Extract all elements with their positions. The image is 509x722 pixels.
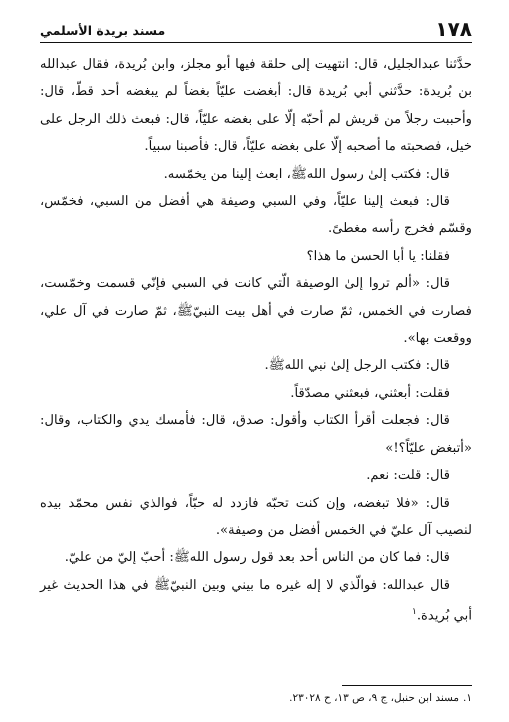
page-number: ١٧٨ [435, 17, 472, 41]
paragraph-text: قال: قلت: نعم. [366, 468, 450, 484]
footnote [40, 690, 472, 706]
paragraph [40, 243, 472, 270]
paragraph-text: فقلت: أبعثني، فبعثني مصدّقاً. [290, 385, 450, 401]
footnote-divider [342, 685, 472, 686]
paragraph [40, 490, 472, 545]
main-text [40, 51, 472, 630]
book-page [40, 18, 472, 708]
paragraph-text: قال: فكتب الرجل إلىٰ نبي اللهﷺ. [264, 358, 450, 374]
paragraph [40, 188, 472, 243]
page-header [40, 18, 472, 43]
paragraph-text: قال: «ألم تروا إلىٰ الوصيفة الّتي كانت في السبي فإنّي قسمت وخمّست، فصارت في الخمس، ثمّ صارت في أهل بيت النبيّﷺ، ثمّ صارت في آل علي، ووقعت بها». [40, 276, 472, 347]
footnote-number: ١. [463, 692, 472, 704]
paragraph-text: قال: فما كان من الناس أحد بعد قول رسول اللهﷺ: أحبّ إليّ من عليّ. [64, 550, 450, 566]
paragraph [40, 407, 472, 462]
paragraph [40, 161, 472, 188]
footnote-marker[interactable]: ١ [411, 607, 417, 618]
paragraph [40, 544, 472, 571]
paragraph-text: قال: «فلا تبغضه، وإن كنت تحبّه فازدد له حبّاً، فوالذي نفس محمّد بيده لنصيب آل عليّ في الخمس أفضل من وصيفة». [40, 495, 472, 538]
paragraph-text: قال: فكتب إلىٰ رسول اللهﷺ، ابعث إلينا من يخمّسه. [163, 166, 450, 182]
paragraph-text: فقلنا: يا أبا الحسن ما هذا؟ [306, 248, 450, 264]
footnote-text: مسند ابن حنبل، ج ٩، ص ١٣، ح ٢٣٠٢٨. [289, 692, 460, 704]
paragraph [40, 572, 472, 630]
paragraph [40, 352, 472, 379]
paragraph-text: قال: فبعث إلينا عليّاً، وفي السبي وصيفة هي أفضل من السبي، فخمّس، وقسّم فخرج رأسه مغطىً. [40, 194, 472, 237]
running-title: مسند بريدة الأسلمي [40, 23, 166, 38]
paragraph-text: حدَّثنا عبدالجليل، قال: انتهيت إلى حلقة فيها أبو مجلز، وابن بُريدة، فقال عبدالله بن بُريدة: حدَّثني أبي بُريدة قال: أبغضت عليّاً بغضاً لم يبغضه أحد قطّ، قال: وأحببت رجلاً من قريش لم أحبّه إلّا على بغضه عليّاً، قال: فبعث ذلك الرجل على خيل، فصحبته ما أصحبه إلّا على بغضه عليّاً، قال: فأصبنا سبياً. [40, 57, 472, 155]
footnotes-section [40, 685, 472, 706]
paragraph-text: قال عبدالله: فوالّذي لا إله غيره ما بيني وبين النبيّﷺ في هذا الحديث غير أبي بُريدة. [40, 577, 472, 624]
paragraph [40, 51, 472, 161]
paragraph-text: قال: فجعلت أقرأ الكتاب وأقول: صدق، قال: فأمسك يدي والكتاب، وقال: «أتبغض عليّاً؟!» [40, 413, 472, 456]
paragraph [40, 380, 472, 407]
paragraph [40, 270, 472, 352]
paragraph [40, 462, 472, 489]
